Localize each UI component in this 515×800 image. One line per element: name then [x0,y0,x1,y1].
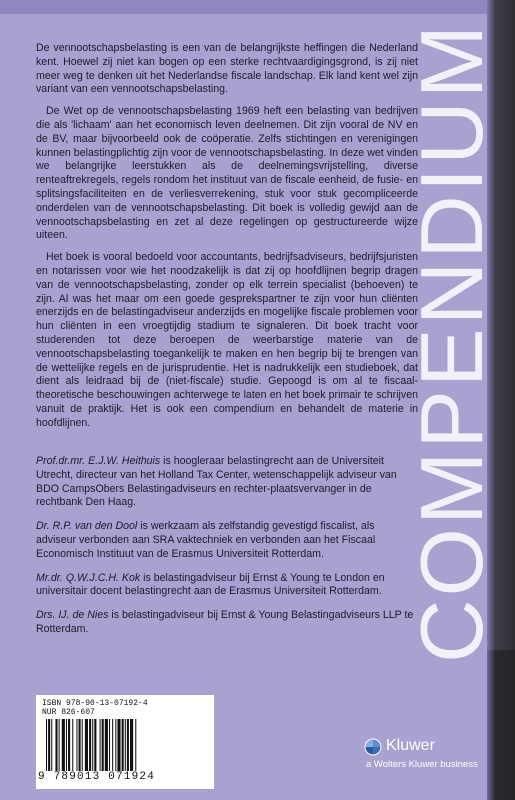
author-description: is belastingadviseur bij Ernst & Young te London en universitair docent belastingrecht aan de Erasmus Universiteit Rotterdam. [36,571,385,598]
top-edge [0,0,515,14]
author-bio-4 [36,609,414,637]
blurb-paragraph-2: De Wet op de vennootschapsbelasting 1969 heft een belasting van bedrijven die als 'lichaam' aan het economisch leven deelnemen. Dit zijn vooral de NV en de BV, maar bijvoorbeeld ook de coöperatie. Zelfs stichtingen en verenigingen kunnen belastingplichtig zijn voor de vennootschapsbelasting. In deze wet vinden we belangrijke leerstukken als de deelnemingsvrijstelling, diverse renteaftrekregels, regels rondom het instituut van de fiscale eenheid, de fusie- en splitsingsfaciliteiten en de verliesverrekening, stuk voor stuk gecompliceerde onderdelen van de vennootschapsbelasting. Dit boek is volledig gewijd aan de vennootschapsbelasting en zet al deze regelingen op gestructureerde wijze uiteen. [36,105,418,242]
author-description: is werkzaam als zelfstandig gevestigd fiscalist, als adviseur verbonden aan SRA vaktechniek en verbonden aan het Fiscaal Economisch Instituut van de Erasmus Universiteit Rotterdam. [36,520,376,560]
blurb-paragraph-1: De vennootschapsbelasting is een van de belangrijkste heffingen die Nederland kent. Hoewel zij niet kan bogen op een sterke rechtvaardigingsgrond, is zij niet meer weg te denken uit het Nederlandse fiscale landschap. Elk land kent wel zijn variant van een vennootschapsbelasting. [36,42,418,96]
isbn-text: ISBN 978-90-13-07192-4 [42,699,148,708]
author-bios [36,455,414,647]
author-name: Drs. IJ. de Nies [36,609,109,622]
publisher-logo [364,738,494,778]
barcode-label [36,695,214,789]
publisher-name: Kluwer [386,737,435,754]
blurb-text [36,42,418,439]
kluwer-emblem-icon [364,738,382,756]
author-description: is hoogleraar belastingrecht aan de Universiteit Utrecht, directeur van het Holland Tax Center, wetenschappelijk adviseur van BDO CampsObers Belastingadviseurs en rechter-plaatsvervanger in de rechtbank Den Haag. [36,455,397,509]
nur-text: NUR 826-607 [42,708,95,717]
author-name: Mr.dr. Q.W.J.C.H. Kok [36,571,141,584]
author-bio-3 [36,572,414,600]
author-name: Prof.dr.mr. E.J.W. Heithuis [36,455,161,467]
author-bio-1 [36,455,414,510]
blurb-paragraph-3: Het boek is vooral bedoeld voor accountants, bedrijfsadviseurs, bedrijfsjuristen en notarissen voor wie het noodzakelijk is dat zij op hoofdlijnen begrip dragen van de vennootschapsbelasting, zonder op elk terrein specialist (behoeven) te zijn. Al was het maar om een goede gesprekspartner te zijn voor hun cliënten enerzijds en de belastingadviseur anderzijds en mogelijke fiscale problemen voor hun cliënten in een vroegtijdig stadium te signaleren. Dit boek tracht voor studerenden tot deze beroepen de weerbarstige materie van de vennootschapsbelasting toegankelijk te maken en hen begrip bij te brengen van de wettelijke regels en de jurisprudentie. Het is nadrukkelijk een studieboek, dat dient als leidraad bij de (niet-fiscale) studie. Gepoogd is om al te fiscaal-theoretische beschouwingen achterwege te laten en het boek primair te schrijven vanuit de praktijk. Het is ook een compendium en behandelt de materie in hoofdlijnen. [36,251,418,429]
author-name: Dr. R.P. van den Dool [36,520,138,533]
barcode-digits: 9 789013 071924 [38,771,156,783]
author-description: is belastingadviseur bij Ernst & Young Belastingadviseurs LLP te Rotterdam. [36,609,414,635]
publisher-tagline: a Wolters Kluwer business [366,759,478,770]
barcode-bars [46,719,204,771]
series-title: COMPENDIUM [402,21,501,663]
author-bio-2 [36,520,414,561]
